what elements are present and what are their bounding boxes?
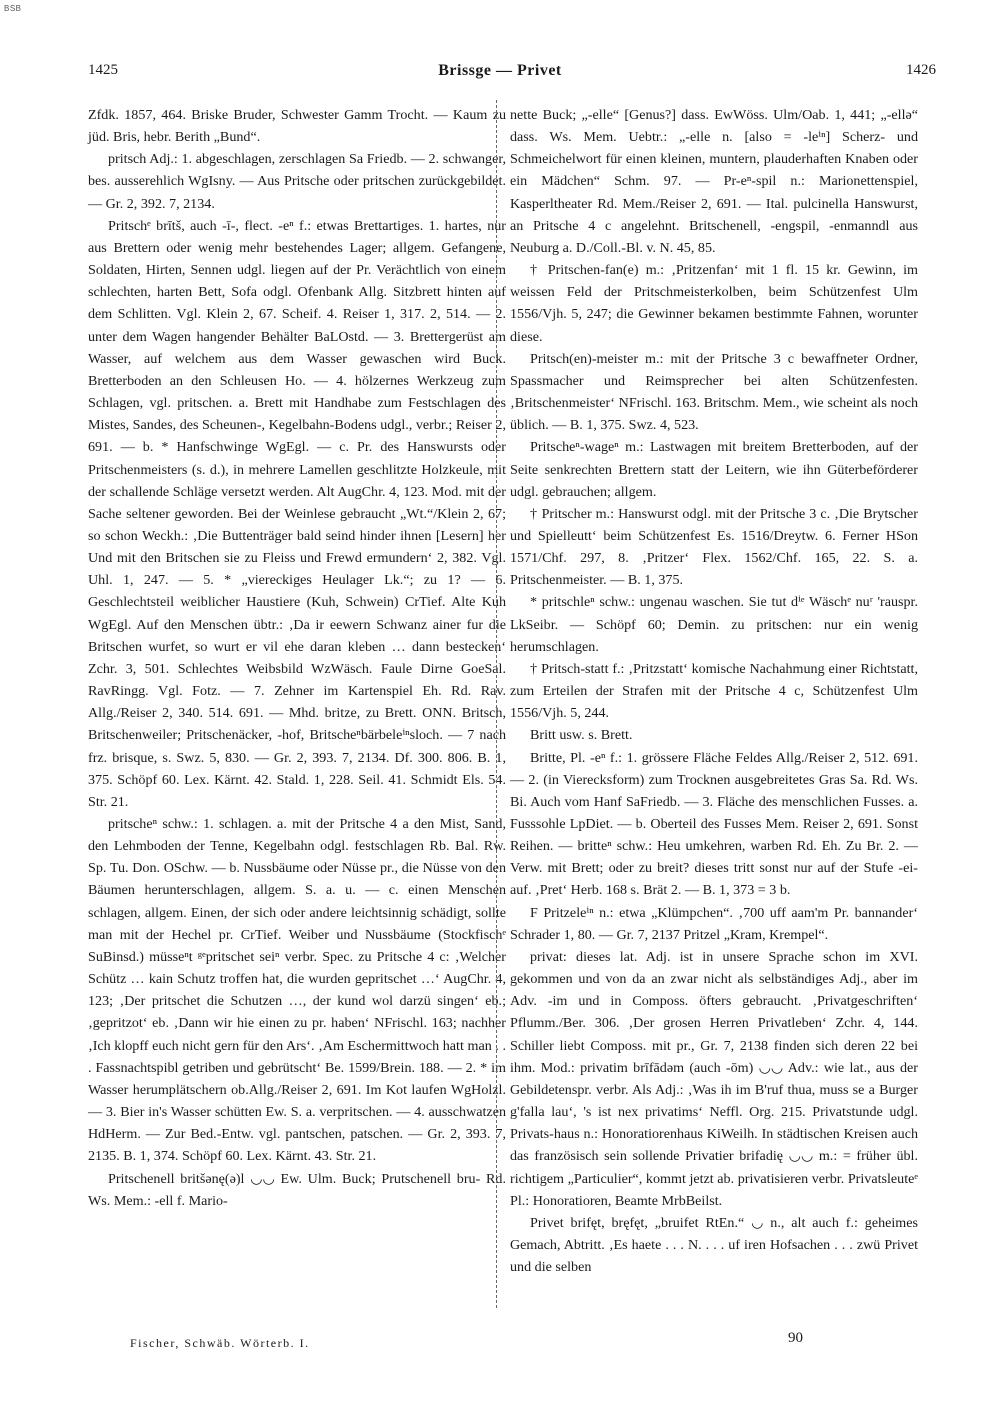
entry-pritsch: pritsch Adj.: 1. abgeschlagen, zerschlagen Sa Friedb. — 2. schwanger, bes. ausserehlich WgIsny. — Aus Pritsche oder pritschen zurückgebildet. — Gr. 2, 392. 7, 2134. [88, 151, 506, 212]
entry-pritschen-fane: † Pritschen-fan(e) m.: ‚Pritzenfan‘ mit 1 fl. 15 kr. Gewinn, im weissen Feld der Pritschmeisterkolben, beim Schützenfest Ulm 1556/Vjh. 5, 247; die Gewinner bekamen bestimmte Fahnen, worunter diese. [510, 262, 918, 345]
sheet-signature: 90 [788, 1330, 803, 1346]
entry-text: nette Buck; „-elle“ [Genus?] dass. EwWöss. Ulm/Oab. 1, 441; „-ellə“ dass. Ws. Mem. Uebtr.: „-elle n. [also = -leⁱⁿ] Scherz- und Schmeichelwort für einen kleinen, muntern, plauderhaften Knaben oder ein Mädchen“ Schm. 97. — Pr-eⁿ-spil n.: Marionettenspiel, Kasperltheater Rd. Mem./Reiser 2, 691. — Ital. pulcinella Hanswurst, an Pritsche 4 c angelehnt. Britschenell, -engspil, -enmanndl aus Neuburg a. D./Coll.-Bl. v. N. 45, 85. [510, 107, 918, 256]
entry-pritzelein: F Pritzeleⁱⁿ n.: etwa „Klümpchen“. ‚700 uff aam'm Pr. bannander‘ Schrader 1, 80. — Gr. 7, 2137 Pritzel „Kram, Krempel“. [510, 904, 918, 943]
entry-pritschen-meister: Pritsch(en)-meister m.: mit der Pritsche 3 c bewaffneter Ordner, Spassmacher und Reimsprecher bei alten Schützenfesten. ‚Britschenmeister‘ NFrischl. 163. Britschm. Mem., wie scheint als noch üblich. — B. 1, 375. Swz. 4, 523. [510, 350, 918, 434]
entry-pritscher: † Pritscher m.: Hanswurst odgl. mit der Pritsche 3 c. ‚Die Brytscher und Spielleutt‘ beim Schützenfest Es. 1516/Dreytw. 6. Ferner HSon 1571/Chf. 297, 8. ‚Pritzer‘ Flex. 1562/Chf. 165, 22. S. a. Pritschenmeister. — B. 1, 375. [510, 505, 918, 589]
left-column [88, 104, 506, 1212]
entry-pritschen-wagen: Pritscheⁿ-wageⁿ m.: Lastwagen mit breitem Bretterboden, auf der Seite senkrechten Brettern statt der Leitern, wie ihn Güterbeförderer udgl. gebrauchen; allgem. [510, 439, 918, 500]
entry-pritsch-statt: † Pritsch-statt f.: ‚Pritzstatt‘ komische Nachahmung einer Richtstatt, zum Erteilen der Strafen mit der Pritsche 4 c, Schützenfest Ulm 1556/Vjh. 5, 244. [510, 660, 918, 722]
entry-britte: Britte, Pl. -eⁿ f.: 1. grössere Fläche Feldes Allg./Reiser 2, 512. 691. — 2. (in Vierecksform) zum Trocknen ausgebreitetes Gras Sa. Rd. Ws. Bi. Auch vom Hanf SaFriedb. — 3. Fläche des menschlichen Fusses. a. Fusssohle LpDiet. — b. Oberteil des Fusses Mem. Reiser 2, 691. Sonst Reihen. — britteⁿ schw.: Heu umkehren, warben Rd. Eh. Zu Br. 2. — Verw. mit Brett; oder zu breit? dieses tritt sonst nur auf der Stufe -ei- auf. ‚Pret‘ Herb. 168 s. Brät 2. — B. 1, 373 = 3 b. [510, 749, 918, 899]
entry-privat: privat: dieses lat. Adj. ist in unsere Sprache schon im XVI. gekommen und von da an zwar nicht als selbständiges Adj., aber im Adv. -im und in Composs. öfters gebraucht. ‚Privatgeschriften‘ Pflumm./Ber. 306. ‚Der grosen Herren Privatleben‘ Zchr. 4, 144. Schiller liebt Composs. mit pr., Gr. 7, 2138 finden sich deren 22 bei ihm. Mod.: privatim brīfādəm (auch -ōm) ◡◡ Adv.: wie lat., aus der Gebildetenspr. verbr. Als Adj.: ‚Was ih im B'ruf thua, muss se a Burger g'falla lau‘, 's ist nex privatims‘ Neffl. Org. 215. Privatstunde udgl. Privats-haus n.: Honoratiorenhaus KiWeilh. In städtischen Kreisen auch das französisch sein sollende Privatier brifadię ◡◡ m.: = früher übl. richtigem „Particulier“, kommt jetzt ab. privatisieren verbr. Privatsleuteᵉ Pl.: Honoratioren, Beamte MrbBeilst. [510, 948, 918, 1209]
entry-britt: Britt usw. s. Brett. [530, 727, 633, 744]
page-header [0, 62, 1000, 84]
page-number-left: 1425 [88, 62, 118, 78]
entry-pritschen: pritscheⁿ schw.: 1. schlagen. a. mit der Pritsche 4 a den Mist, Sand, den Lehmboden der Tenne, Kegelbahn odgl. festschlagen Rb. Bal. Rw. Sp. Tu. Don. OSchw. — b. Nussbäume oder Nüsse pr., die Nüsse von den Bäumen herunterschlagen, allgem. S. a. u. — c. einen Menschen schlagen, allgem. Einen, der sich oder andere leichtsinnig schädigt, sollte man mit der Hechel pr. CrTief. Weiber und Nussbäume (Stockfischᵉ SuBinsd.) müsseⁿt ᵍᵉpritschet seiⁿ verbr. Spec. zu Pritsche 4 c: ‚Welcher Schütz … kain Schutz troffen hat, die wurden gepritschet …‘ AugChr. 4, 123; ‚Der pritschet die Schutzen …, der kund wol darzü singen‘ eb.; ‚gepritzot‘ eb. ‚Dann wir hie einen zu pr. haben‘ NFrischl. 163; nachher ‚Ich klopff euch nicht gern für den Ars‘. ‚Am Eschermittwoch hatt man . . . Fassnachtspibl getriben und gebrütscht‘ Be. 1599/Brein. 188. — 2. * im Wasser herumplätschern ob.Allg./Reiser 2, 691. Im Kot laufen WgHolzl. — 3. Bier in's Wasser schütten Ew. S. a. verpritschen. — 4. ausschwatzen HdHerm. — Zur Bed.-Entw. vgl. pantschen, patschen. — Gr. 2, 393. 7, 2135. B. 1, 374. Schöpf 60. Lex. Kärnt. 43. Str. 21. [88, 816, 506, 1165]
entry-privet: Privet brifęt, bręfęt, „bruifet RtEn.“ ◡ n., alt auch f.: geheimes Gemach, Abtritt. ‚Es haete . . . N. . . . uf iren Hofsachen . . . zwü Privet und die selben [510, 1214, 918, 1276]
column-divider [496, 100, 498, 1308]
entry-pritschlen: * pritschleⁿ schw.: ungenau waschen. Sie tut dⁱᵉ Wäschᵉ nuʳ 'rauspr. LkSeibr. — Schöpf 60; Demin. zu pritschen: nur ein wenig herumschlagen. [510, 594, 918, 655]
entry-pritsche: Pritschᵉ brītš, auch -ī-, flect. -eⁿ f.: etwas Brettartiges. 1. hartes, nur aus Brettern oder wenig mehr bestehendes Lager; allgem. Gefangene, Soldaten, Hirten, Sennen udgl. liegen auf der Pr. Verächtlich von einem schlechten, harten Bett, Sofa odgl. Ofenbank Allg. Sitzbrett hinten auf dem Schlitten. Vgl. Klein 2, 67. Scheif. 4. Reiser 1, 317. 2, 514. — 2. unter dem Wagen hangender Behälter BaLOstd. — 3. Brettergerüst am Wasser, auf welchem aus dem Wasser gewaschen wird Buck. Bretterboden an den Schleusen Ho. — 4. hölzernes Werkzeug zum Schlagen, vgl. pritschen. a. Brett mit Handhabe zum Festschlagen des Mistes, Sandes, des Scheunen-, Kegelbahn-Bodens udgl., verbr.; Reiser 2, 691. — b. * Hanfschwinge WgEgl. — c. Pr. des Hanswursts oder Pritschenmeisters (s. d.), in mehrere Lamellen geschlitzte Holzkeule, mit der schallende Schläge versetzt werden. Alt AugChr. 4, 123. Mod. mit der Sache seltener geworden. Bei der Weinlese gebraucht „Wt.“/Klein 2, 67; so schon Weckh.: ‚Die Buttenträger bald seind hinder ihnen [Lesern] her Und mit den Britschen sie zu Fleiss und Frewd ermundern‘ 2, 382. Vgl. Uhl. 1, 247. — 5. * „viereckiges Heulager Lk.“; zu 1? — 6. Geschlechtsteil weiblicher Haustiere (Kuh, Schwein) CrTief. Alte Kuh WgEgl. Auf den Menschen übtr.: ‚Da ir eewern Schwanz ainer fur die Britschen wurfet, so wurt er vil ehe daran kleben … dann bestecken‘ Zchr. 3, 501. Schlechtes Weibsbild WzWäsch. Faule Dirne GoeSal. RavRingg. Vgl. Fotz. — 7. Zehner im Kartenspiel Eh. Rd. Rav. Allg./Reiser 2, 340. 514. 691. — Mhd. britze, zu Brett. ONN. Britsch, Britschenweiler; Pritschenäcker, -hof, Britscheⁿbärbeleⁱⁿsloch. — 7 nach frz. brisque, s. Swz. 5, 830. — Gr. 2, 393. 7, 2134. Df. 300. 806. B. 1, 375. Schöpf 60. Lex. Kärnt. 42. Stald. 1, 228. Seil. 41. Schmidt Els. 54. Str. 21. [88, 217, 506, 810]
running-title: Brissge — Privet [438, 62, 562, 79]
footer-author: Fischer, Schwäb. Wörterb. I. [130, 1336, 310, 1350]
entry-text: Zfdk. 1857, 464. Briske Bruder, Schwester Gamm Trocht. — Kaum zu jüd. Bris, hebr. Berith „Bund“. [88, 107, 506, 146]
library-stamp: BSB [4, 4, 22, 13]
entry-pritschenell: Pritschenell britšənę(ə)l ◡◡ Ew. Ulm. Buck; Prutschenell bru- Rd. Ws. Mem.: -ell f. Mario- [88, 1170, 506, 1209]
right-column [510, 104, 918, 1278]
page-number-right: 1426 [906, 62, 936, 78]
